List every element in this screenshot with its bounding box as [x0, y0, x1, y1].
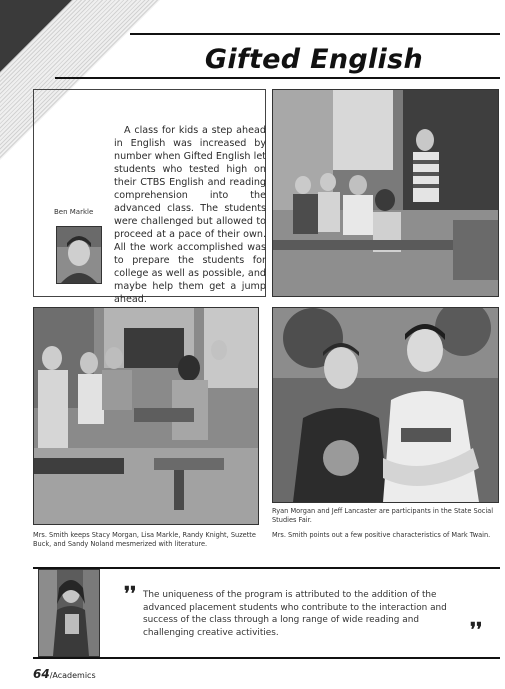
- quote-rule-top: [33, 567, 500, 569]
- teacher-photo: [38, 569, 100, 657]
- quote-rule-bottom: [33, 657, 500, 659]
- article-body: A class for kids a step ahead in English was increased by number when Gifted English let students who tested high on their CTBS English and reading comprehension into the advanced class. The students were challenged but allowed to proceed at a pace of their own. All the work accomplished was to prepare the students for college as well as possible, and maybe help them get a jump ahead.: [114, 125, 266, 305]
- classroom-teacher-photo: [272, 89, 499, 297]
- class-caption: Mrs. Smith keeps Stacy Morgan, Lisa Markle, Randy Knight, Suzette Buck, and Sandy Noland mesmerized with literature.: [33, 531, 256, 548]
- characteristics-caption: Mrs. Smith points out a few positive characteristics of Mark Twain.: [272, 531, 491, 539]
- quote-text: The uniqueness of the program is attributed to the addition of the advanced placement students who contribute to the interaction and success of the class through a long range of wide reading and challenging creative activities.: [143, 590, 447, 638]
- portrait-photo: [56, 226, 102, 284]
- fair-participants-photo: [272, 307, 499, 503]
- quote-close-mark: ❜❜: [470, 619, 483, 641]
- page-title: Gifted English: [204, 44, 423, 75]
- page-number: 64: [33, 667, 50, 681]
- page-footer: [33, 667, 96, 681]
- class-students-photo: [33, 307, 259, 525]
- title-rule-top: [130, 33, 500, 35]
- quote-open-mark: ❜❜: [124, 583, 137, 605]
- fair-caption: Ryan Morgan and Jeff Lancaster are participants in the State Social Studies Fair.: [272, 507, 494, 524]
- title-rule-bottom: [55, 77, 500, 79]
- section-label: /Academics: [49, 671, 96, 680]
- portrait-label: Ben Markle: [54, 208, 94, 216]
